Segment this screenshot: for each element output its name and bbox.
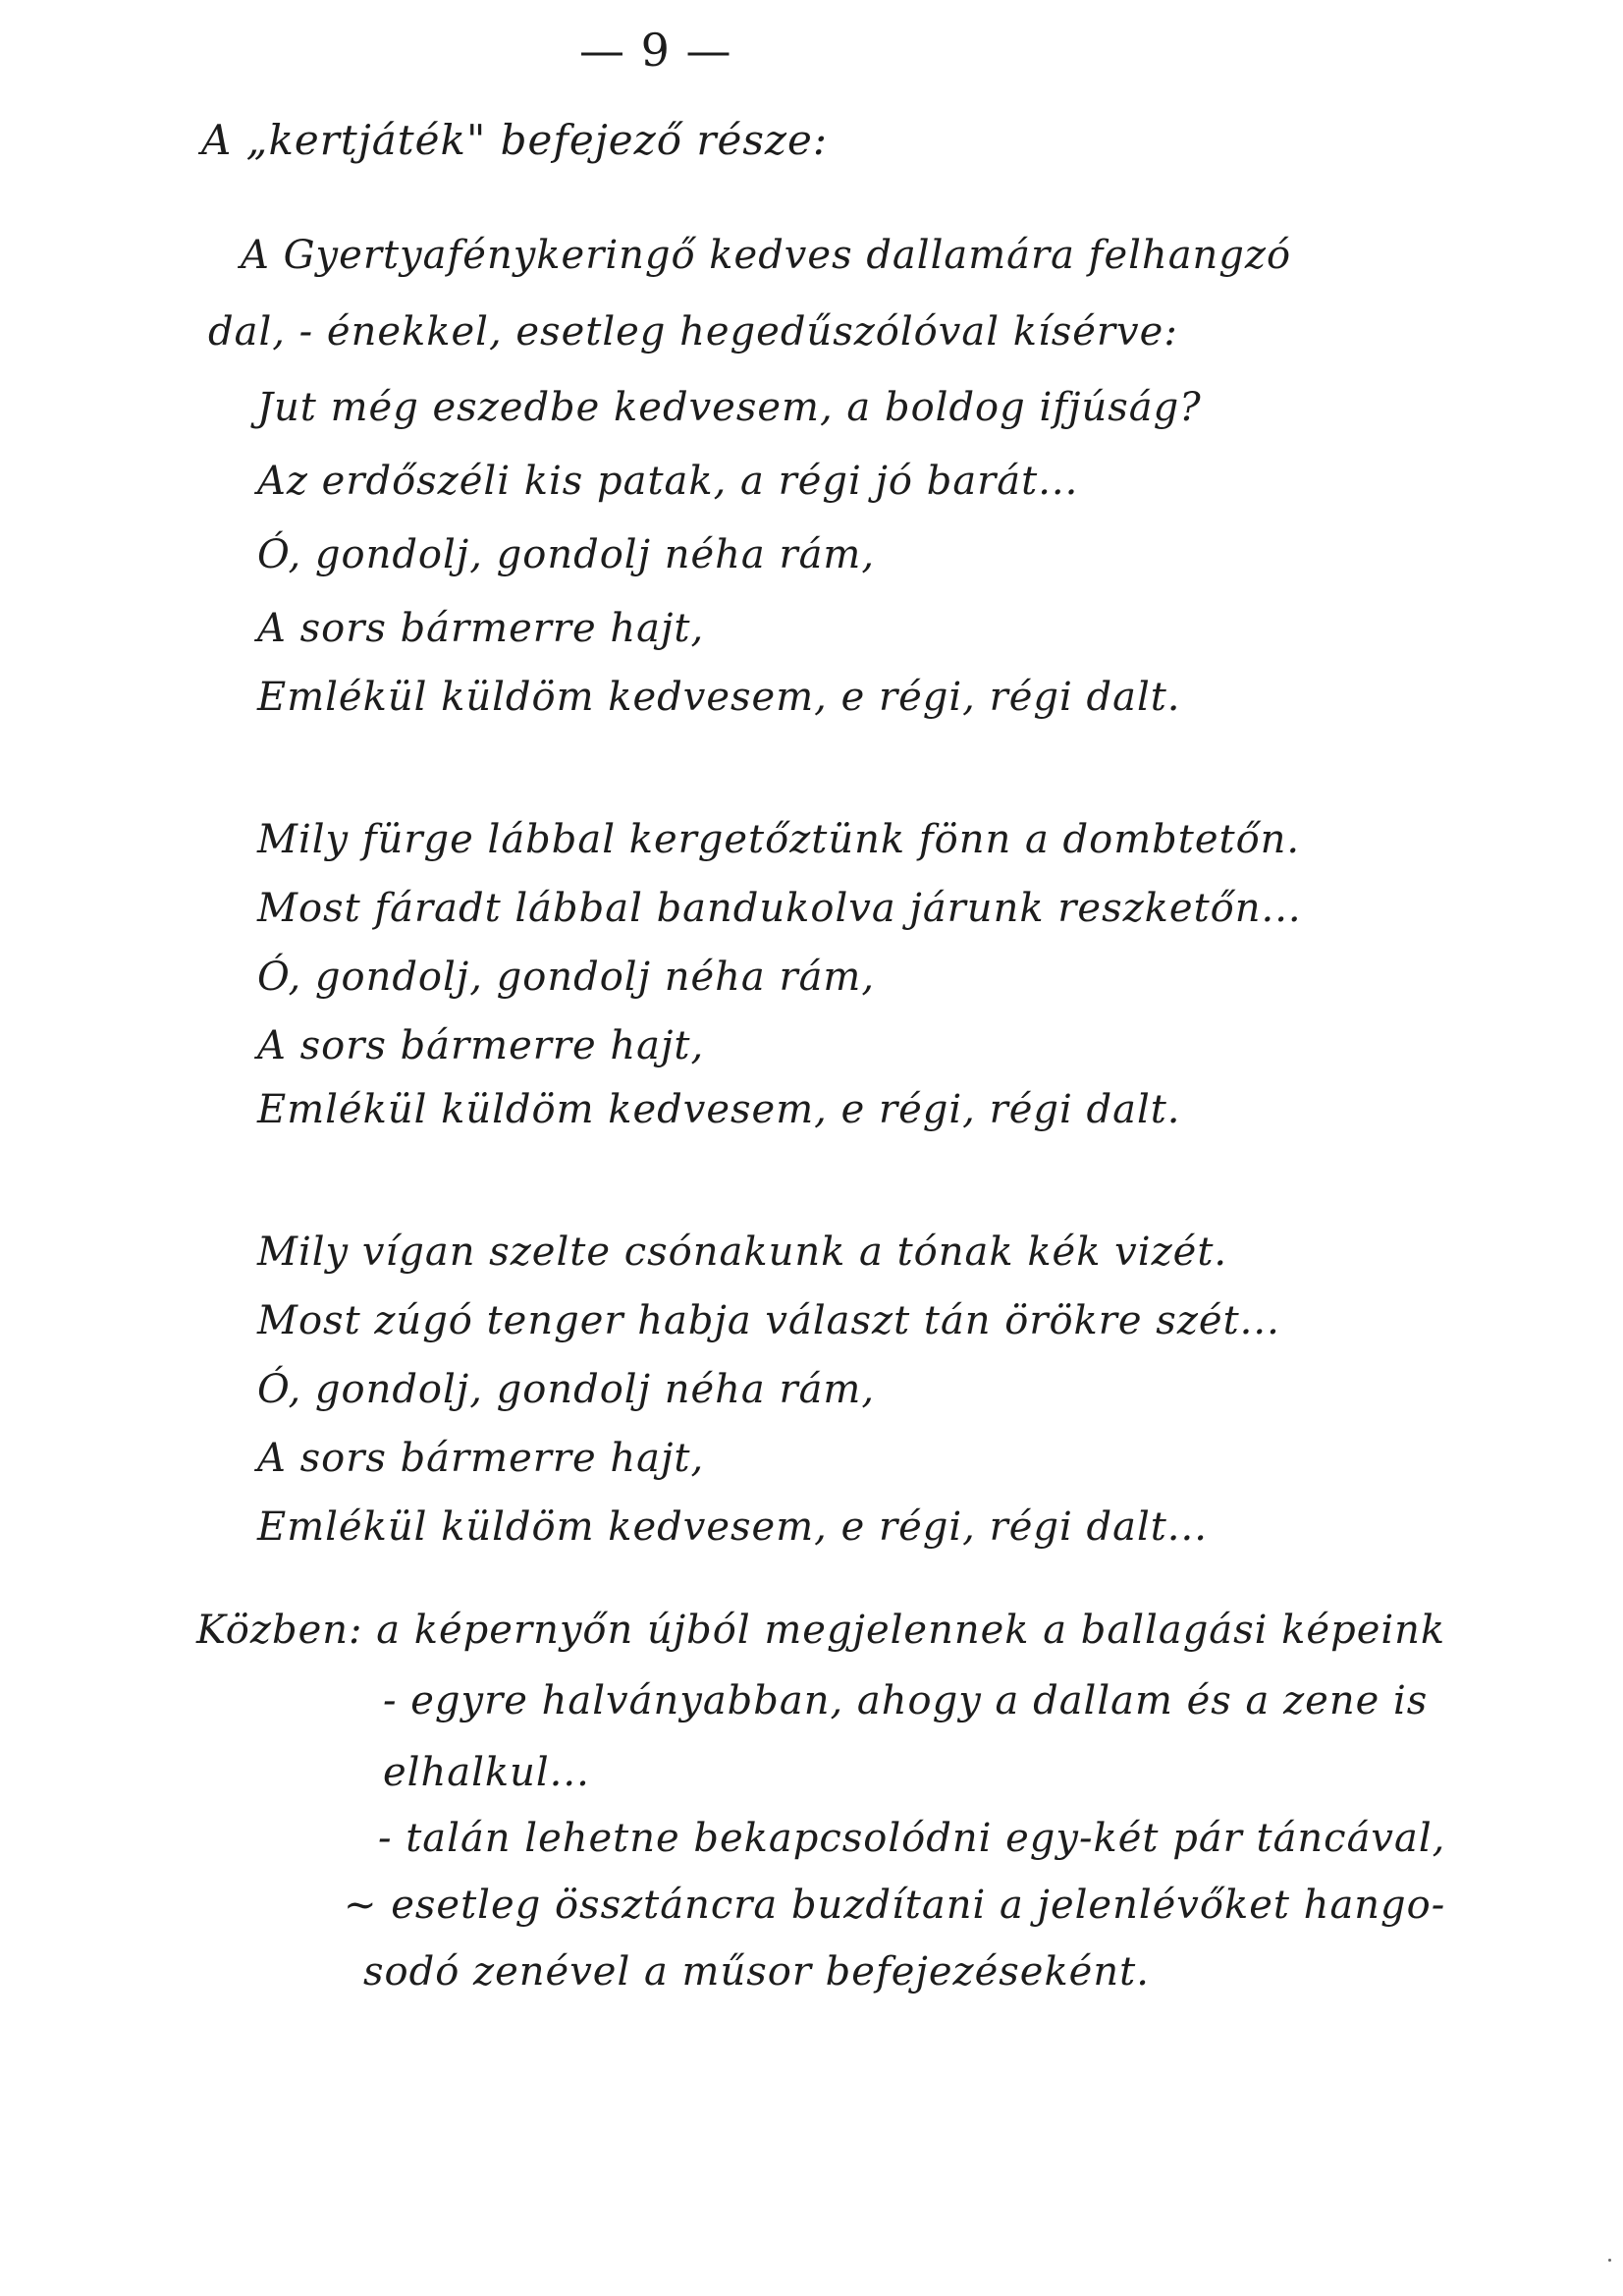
stanza-3-line-4: A sors bármerre hajt, xyxy=(257,1436,705,1481)
stanza-2-line-1: Mily fürge lábbal kergetőztünk fönn a dombtetőn. xyxy=(257,817,1301,862)
stanza-3-line-3: Ó, gondolj, gondolj néha rám, xyxy=(257,1367,876,1412)
stanza-2-line-4: A sors bármerre hajt, xyxy=(257,1023,705,1068)
stanza-1-line-1: Jut még eszedbe kedvesem, a boldog ifjúság? xyxy=(257,385,1202,430)
note-line-2: - egyre halványabban, ahogy a dallam és a zene is xyxy=(383,1678,1429,1723)
section-heading: A „kertjáték" befejező része: xyxy=(201,116,829,164)
note-line-3: elhalkul... xyxy=(383,1750,590,1795)
note-line-1: Közben: a képernyőn újból megjelennek a ballagási képeink xyxy=(196,1608,1446,1653)
note-line-4: - talán lehetne bekapcsolódni egy-két pár táncával, xyxy=(378,1816,1446,1861)
stanza-2-line-3: Ó, gondolj, gondolj néha rám, xyxy=(257,955,876,1000)
stanza-3-line-1: Mily vígan szelte csónakunk a tónak kék vizét. xyxy=(257,1230,1228,1275)
stanza-1-line-2: Az erdőszéli kis patak, a régi jó barát... xyxy=(257,459,1079,504)
stanza-2-line-2: Most fáradt lábbal bandukolva járunk reszketőn... xyxy=(257,886,1302,931)
page-number: — 9 — xyxy=(579,24,732,77)
stanza-2-line-5: Emlékül küldöm kedvesem, e régi, régi dalt. xyxy=(257,1087,1181,1132)
scan-speck xyxy=(1608,2259,1611,2262)
note-line-6: sodó zenével a műsor befejezéseként. xyxy=(363,1949,1150,1995)
note-line-5: ~ esetleg össztáncra buzdítani a jelenlévőket hango- xyxy=(344,1883,1446,1928)
stanza-3-line-5: Emlékül küldöm kedvesem, e régi, régi dalt... xyxy=(257,1504,1208,1550)
stanza-3-line-2: Most zúgó tenger habja választ tán örökre szét... xyxy=(257,1298,1280,1343)
stanza-1-line-4: A sors bármerre hajt, xyxy=(257,606,705,651)
stanza-1-line-5: Emlékül küldöm kedvesem, e régi, régi dalt. xyxy=(257,675,1181,720)
intro-line-2: dal, - énekkel, esetleg hegedűszólóval kísérve: xyxy=(208,309,1178,355)
stanza-1-line-3: Ó, gondolj, gondolj néha rám, xyxy=(257,532,876,577)
intro-line-1: A Gyertyafénykeringő kedves dallamára felhangzó xyxy=(241,233,1292,278)
